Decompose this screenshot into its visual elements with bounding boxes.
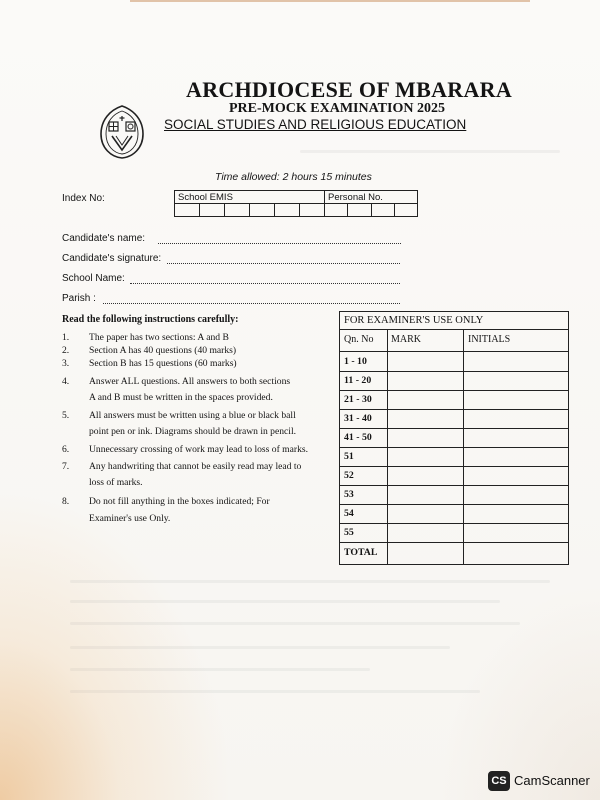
personal-digit-box[interactable] bbox=[325, 204, 348, 217]
bleed-through-line bbox=[70, 646, 450, 649]
bleed-through-line bbox=[70, 580, 550, 583]
bleed-through-line bbox=[300, 150, 560, 153]
row-divider bbox=[340, 542, 568, 543]
index-label: Index No: bbox=[62, 193, 105, 204]
row-divider bbox=[340, 447, 568, 448]
archdiocese-emblem bbox=[98, 104, 146, 160]
emis-digit-box[interactable] bbox=[175, 204, 200, 217]
exam-title: PRE-MOCK EXAMINATION 2025 bbox=[229, 101, 445, 116]
candidate-signature-line[interactable] bbox=[167, 263, 400, 264]
top-edge-stain bbox=[130, 0, 530, 2]
table-row-label: 1 - 10 bbox=[344, 356, 367, 367]
row-divider bbox=[340, 466, 568, 467]
personal-digit-box[interactable] bbox=[348, 204, 371, 217]
table-row-label: 41 - 50 bbox=[344, 432, 372, 443]
camscanner-logo: CS bbox=[488, 771, 510, 791]
emis-digit-box[interactable] bbox=[250, 204, 275, 217]
emis-digit-box[interactable] bbox=[225, 204, 250, 217]
index-number-boxes bbox=[174, 190, 418, 217]
exam-cover-page: ARCHDIOCESE OF MBARARA PRE-MOCK EXAMINATION 2025 SOCIAL STUDIES AND RELIGIOUS EDUCATION Time allowed: 2 hours 15 minutes Index No: School EMIS Personal No. Candidate's name: Candidate's signature: School Name: Parish : Read the following instructions carefully: 1. The paper has two sections: A and B 2. Section A has 40 questions (40 marks) 3. Section B has 15 questions (60 marks) 4. Answer ALL questions. All answers to both sections A and B must be written in the spaces provided. 5. All answers must be written using a blue or black ball point pen or ink. Diagrams should be drawn in pencil. 6. Unnecessary crossing of work may lead to loss of marks. 7. Any handwriting that cannot be easily read may lead to loss of marks. 8. Do not fill anything in the boxes indicated; For Examiner's use Only. FOR EXAMINER'S USE ONLY Qn. No MARK INITIALS 1 - 10 11 - 20 21 - 30 31 - 40 41 - 50 51 52 53 54 55 TOTAL CS CamScanner bbox=[0, 0, 600, 800]
table-row-label: 53 bbox=[344, 489, 354, 500]
examiner-use-table bbox=[339, 311, 569, 565]
mark-header: MARK bbox=[391, 334, 422, 345]
row-divider bbox=[340, 371, 568, 372]
subject-title: SOCIAL STUDIES AND RELIGIOUS EDUCATION bbox=[164, 117, 467, 132]
row-divider bbox=[340, 409, 568, 410]
row-divider bbox=[340, 390, 568, 391]
candidate-signature-label: Candidate's signature: bbox=[62, 253, 162, 264]
parish-label: Parish : bbox=[62, 293, 96, 304]
bleed-through-line bbox=[70, 668, 370, 671]
table-row-label: 52 bbox=[344, 470, 354, 481]
time-allowed: Time allowed: 2 hours 15 minutes bbox=[215, 171, 372, 183]
bleed-through-line bbox=[70, 690, 480, 693]
school-name-label: School Name: bbox=[62, 273, 125, 284]
organization-title: ARCHDIOCESE OF MBARARA bbox=[186, 77, 513, 102]
table-row-label: 21 - 30 bbox=[344, 394, 372, 405]
table-row-label: 54 bbox=[344, 508, 354, 519]
row-divider bbox=[340, 428, 568, 429]
row-divider bbox=[340, 504, 568, 505]
emis-digit-box[interactable] bbox=[275, 204, 300, 217]
personal-no-label: Personal No. bbox=[325, 191, 418, 204]
parish-line[interactable] bbox=[103, 303, 400, 304]
qn-no-header: Qn. No bbox=[344, 334, 374, 345]
table-row-label: 51 bbox=[344, 451, 354, 462]
bleed-through-line bbox=[70, 622, 520, 625]
row-divider bbox=[340, 485, 568, 486]
instructions-heading: Read the following instructions carefully: bbox=[62, 314, 239, 325]
personal-digit-box[interactable] bbox=[394, 204, 417, 217]
total-row-label: TOTAL bbox=[344, 547, 378, 558]
bleed-through-line bbox=[70, 600, 500, 603]
emis-digit-box[interactable] bbox=[300, 204, 325, 217]
candidate-name-label: Candidate's name: bbox=[62, 233, 146, 244]
initials-header: INITIALS bbox=[468, 334, 511, 345]
table-row-label: 31 - 40 bbox=[344, 413, 372, 424]
camscanner-name: CamScanner bbox=[514, 773, 590, 788]
emis-digit-box[interactable] bbox=[200, 204, 225, 217]
candidate-name-line[interactable] bbox=[158, 243, 401, 244]
school-name-line[interactable] bbox=[130, 283, 400, 284]
row-divider bbox=[340, 351, 568, 352]
school-emis-label: School EMIS bbox=[175, 191, 325, 204]
table-row-label: 55 bbox=[344, 527, 354, 538]
table-row-label: 11 - 20 bbox=[344, 375, 372, 386]
row-divider bbox=[340, 523, 568, 524]
examiner-table-title: FOR EXAMINER'S USE ONLY bbox=[340, 312, 568, 330]
personal-digit-box[interactable] bbox=[371, 204, 394, 217]
